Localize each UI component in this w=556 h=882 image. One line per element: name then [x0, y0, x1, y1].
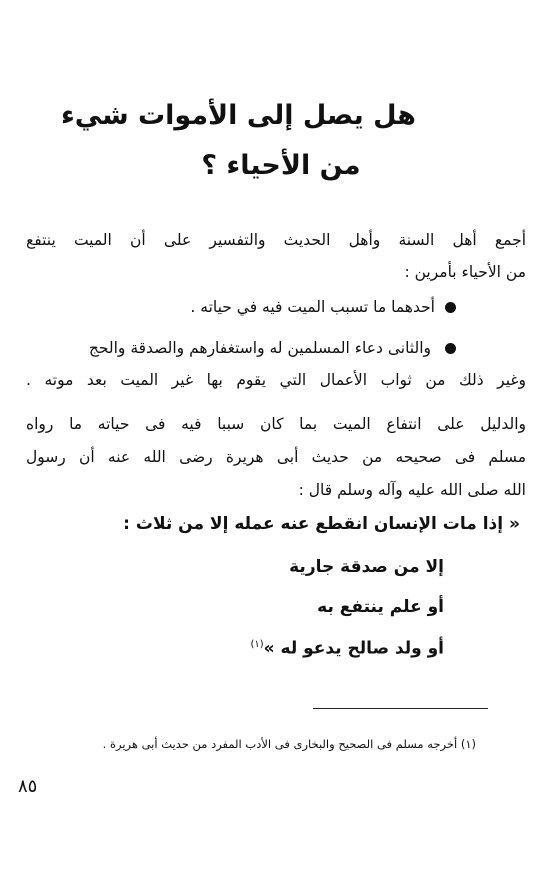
footnote-divider	[313, 708, 488, 709]
bullet-icon	[445, 343, 456, 354]
hadith-line-3: أو علم ينتفع به	[317, 597, 444, 617]
intro-line-2: من الأحياء بأمرين :	[404, 263, 526, 281]
chapter-title-line-1: هل يصل إلى الأموات شيء	[60, 100, 416, 131]
footnote-reference: (١)	[250, 639, 264, 650]
intro-line-1: أجمع أهل السنة وأهل الحديث والتفسير على أن الميت ينتفع	[26, 231, 526, 249]
bullet-item-1	[36, 295, 456, 319]
hadith-line-4	[250, 632, 444, 658]
bullet-item-1-text: أحدهما ما تسبب الميت فيه في حياته .	[190, 298, 435, 316]
chapter-title-line-2: من الأحياء ؟	[201, 150, 361, 181]
hadith-line-1: « إذا مات الإنسان انقطع عنه عمله إلا من ثلاث :	[123, 514, 520, 534]
hadith-line-2: إلا من صدقة جارية	[289, 557, 444, 577]
evidence-line-3: الله صلى الله عليه وآله وسلم قال :	[298, 481, 526, 499]
page-number: ٨٥	[18, 776, 38, 797]
bullet-icon	[445, 302, 456, 313]
bullet-item-2-line-2: وغير ذلك من ثواب الأعمال التي يقوم بها غير الميت بعد موته .	[26, 371, 526, 389]
bullet-item-2-text: والثانى دعاء المسلمين له واستغفارهم والصدقة والحج	[88, 339, 431, 357]
evidence-line-1: والدليل على انتفاع الميت بما كان سببا فيه فى حياته ما رواه	[26, 415, 526, 433]
hadith-line-4-text: أو ولد صالح يدعو له »	[263, 638, 444, 659]
bullet-item-2	[26, 336, 526, 360]
footnote: (١) أخرجه مسلم فى الصحيح والبخارى فى الأدب المفرد من حديث أبى هريرة .	[102, 737, 476, 751]
evidence-line-2: مسلم فى صحيحه من حديث أبى هريرة رضى الله عنه أن رسول	[26, 448, 526, 466]
